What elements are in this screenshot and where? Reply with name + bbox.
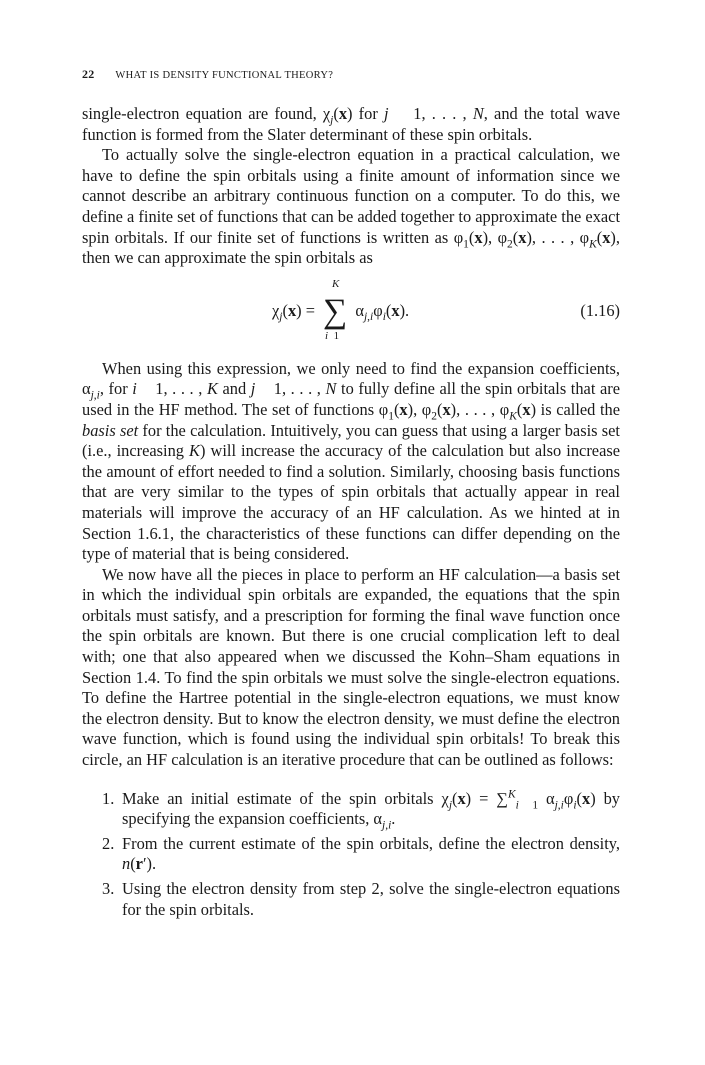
page-body: [82, 104, 620, 924]
procedure-list: [82, 789, 620, 921]
equation-body: $\chi_j(x)$ = ∑ K i 1 $\alpha_{j,i}\varphi_i(x)$.: [272, 277, 410, 342]
paragraph-2: To actually solve the single-electron equation in a practical calculation, we have to define the spin orbitals using a finite amount of information since we cannot describe an arbitrary continuous function on a computer. To do this, we define a finite set of functions that can be added together to approximate the exact spin orbitals. If our finite set of functions is written as $\varphi_1(x)$, $\varphi_2(x)$, . . . , $\varphi_K(x)$, then we can approximate the spin orbitals as: [82, 145, 620, 268]
summation-symbol: ∑ K i 1: [323, 277, 348, 342]
paragraph-3: When using this expression, we only need to find the expansion coefficients, $\alpha_{j,i}$, for i 1, . . . , K and j 1, . . . , N to fully define all the spin orbitals that are used in the HF method. The set of functions $\varphi_1(x)$, $\varphi_2(x)$, . . . , $\varphi_K(x)$ is called the basis set for the calculation. Intuitively, you can guess that using a larger basis set (i.e., increasing K) will increase the accuracy of the calculation but also increase the amount of effort needed to find a solution. Similarly, choosing basis functions that are very similar to the types of spin orbitals that actually appear in real materials will improve the accuracy of an HF calculation. As we hinted at in Section 1.6.1, the characteristics of these functions can differ depending on the type of material that is being considered.: [82, 358, 621, 564]
equation-1-16: [82, 277, 620, 353]
page-number: 22: [82, 67, 95, 81]
paragraph-1: single-electron equation are found, $\chi_j(x)$ for j 1, . . . , N, and the total wave function is formed from the Slater determinant of these spin orbitals.: [82, 104, 621, 144]
equation-number: (1.16): [580, 300, 620, 320]
upper-limit: K: [332, 277, 340, 290]
running-header: [82, 67, 333, 82]
list-item: 1. Make an initial estimate of the spin orbitals $\chi_j(x) = \sum^K_{i 1}$ $\alpha_{j,i}\varphi_i(x)$ by specifying the expansion coefficients, $\alpha_{j,i}$.: [102, 788, 621, 832]
list-item: 2. From the current estimate of the spin orbitals, define the electron density, n(r′).: [102, 833, 620, 874]
running-title: WHAT IS DENSITY FUNCTIONAL THEORY?: [115, 70, 334, 81]
paragraph-4: We now have all the pieces in place to perform an HF calculation—a basis set in which the individual spin orbitals are expanded, the equations that the spin orbitals must satisfy, and a prescription for forming the final wave function once the spin orbitals are known. But there is one crucial complication left to deal with; one that also appeared when we discussed the Kohn–Sham equations in Section 1.4. To find the spin orbitals we must solve the single-electron equations. To define the Hartree potential in the single-electron equations, we must know the electron density. But to know the electron density, we must define the electron wave function, which is found using the individual spin orbitals! To break this circle, an HF calculation is an iterative procedure that can be outlined as follows:: [82, 564, 620, 770]
lower-limit: i 1: [325, 329, 340, 342]
list-item: 3. Using the electron density from step 2, solve the single-electron equations for the spin orbitals.: [102, 879, 620, 919]
